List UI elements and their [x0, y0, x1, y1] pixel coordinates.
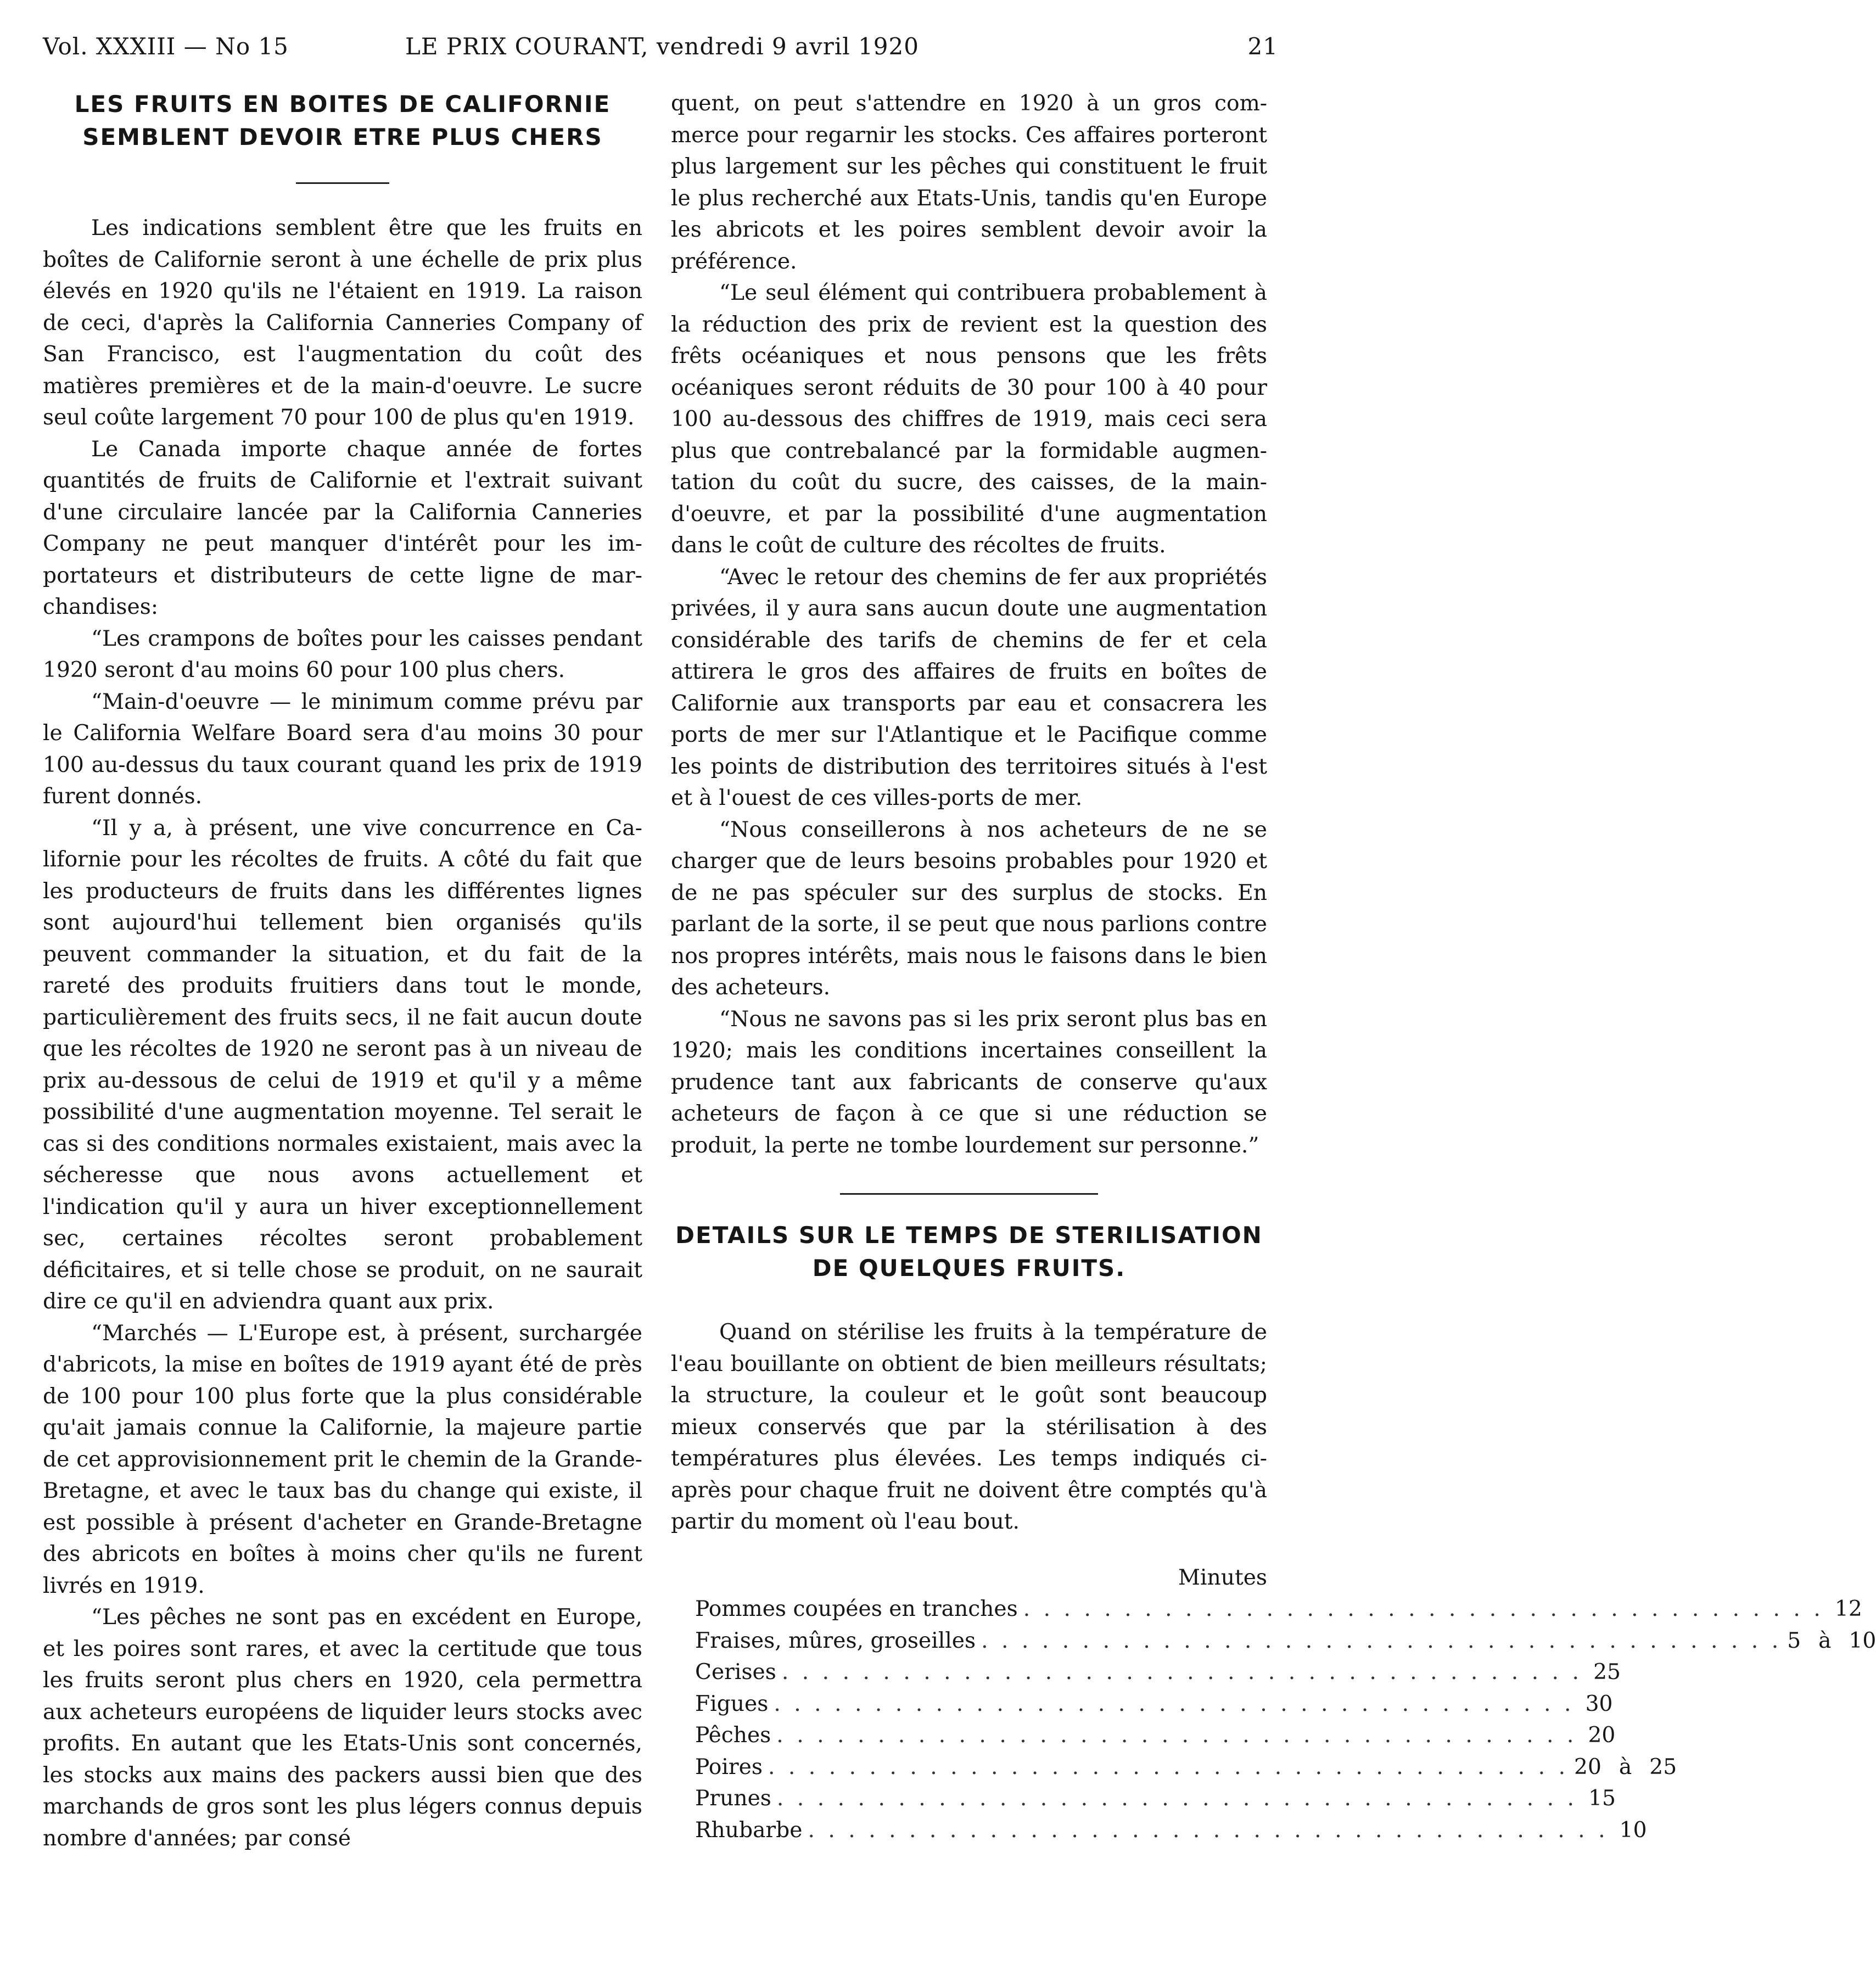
minutes-range — [1787, 1625, 1876, 1657]
page-number: 21 — [1247, 33, 1278, 60]
fruit-name: Rhubarbe — [695, 1817, 803, 1843]
fruit-name: Pommes coupées en tranches — [695, 1597, 1018, 1621]
page-header — [43, 33, 1278, 71]
title-divider — [296, 182, 389, 184]
paragraph: “Main-d'oeuvre — le minimum comme prévu par le California Welfare Board sera d'au moins 30 pour 100 au-dessus du taux courant quand les prix de 1919 furent donnés. — [43, 689, 642, 809]
minutes-to: 25 — [1649, 1754, 1677, 1779]
article2-title-line2: DE QUELQUES FRUITS. — [812, 1255, 1126, 1282]
table-row — [671, 1720, 1616, 1751]
paragraph: “Nous ne savons pas si les prix seront plus bas en 1920; mais les conditions incertaines conseillent la prudence tant aux fabricants de conserve qu'aux acheteurs de façon à ce que si une réduction se produit, la perte ne tombe lourdement sur personne.” — [671, 1006, 1267, 1158]
minutes-to: 10 — [1849, 1628, 1876, 1653]
minutes-from: 5 — [1787, 1628, 1801, 1653]
fruit-name: Fraises, mûres, groseilles — [695, 1628, 976, 1653]
table-row — [671, 1815, 1647, 1846]
minutes-value: 25 — [1593, 1660, 1621, 1685]
paragraph: “Il y a, à présent, une vive concurrence en Californie pour les récoltes de fruits. A côté du fait que les producteurs de fruits dans les différentes lignes sont aujourd'hui tellement bien organisés qu'ils peuvent commander la situation, et du fait de la rareté des produits fruitiers dans tout le monde, particulièrement des fruits secs, il ne fait aucun doute que les récoltes de 1920 ne seront pas à un niveau de prix au-dessous de celui de 1919 et qu'il y a même possibilité d'une augmentation moyenne. Tel serait le cas si des conditions normales existaient, mais avec la sécheresse que nous avons actuellement et l'indication qu'il y aura un hiver exceptionnellement sec, certaines récoltes seront probablement déficitaires, et si telle chose se produit, on ne saurait dire ce qu'il en adviendra quant aux prix. — [43, 815, 642, 1314]
paragraph-continued: quent, on peut s'attendre en 1920 à un gros commerce pour regarnir les stocks. Ces affaires porteront plus largement sur les pêches qui constituent le fruit le plus recherché aux Etats-Unis, tandis qu'en Europe les abricots et les poires semblent devoir avoir la préférence. — [671, 91, 1267, 274]
article2-intro: Quand on stérilise les fruits à la température de l'eau bouillante on obtient de bien meilleurs résultats; la structure, la couleur et le goût sont beaucoup mieux conservés que par la stérilisation à des températures plus élevées. Les temps indiqués ci-après pour chaque fruit ne doivent être comptés qu'à partir du moment où l'eau bout. — [671, 1320, 1267, 1534]
paragraph: “Nous conseillerons à nos acheteurs de ne se charger que de leurs besoins probables pour 1920 et de ne pas spéculer sur des surplus de stocks. En parlant de la sorte, il se peut que nous parlions contre nos propres intérêts, mais nous le faisons dans le bien des acheteurs. — [671, 817, 1267, 1000]
table-row — [671, 1688, 1613, 1720]
publication-title: LE PRIX COURANT, vendredi 9 avril 1920 — [405, 33, 919, 60]
article1-title-line2: SEMBLENT DEVOIR ETRE PLUS CHERS — [82, 124, 603, 150]
table-row — [671, 1593, 1862, 1625]
minutes-range — [1574, 1751, 1677, 1783]
fruit-name: Pêches — [695, 1723, 771, 1748]
fruit-name: Figues — [695, 1691, 769, 1716]
sterilization-table — [671, 1562, 1876, 1846]
section-divider — [840, 1193, 1098, 1195]
paragraph: “Les crampons de boîtes pour les caisses pendant 1920 seront d'au moins 60 pour 100 plus chers. — [43, 626, 642, 682]
table-header: Minutes — [1178, 1565, 1267, 1590]
table-row — [671, 1625, 1876, 1657]
leader-dots: . . . . . . . . . . . . . . . . . . . . . . . . . . . . . . . . . . . . . . . . — [776, 1723, 1577, 1748]
paragraph: “Marchés — L'Europe est, à présent, surchargée d'abricots, la mise en boîtes de 1919 ayant été de près de 100 pour 100 plus forte que la plus considérable qu'ait jamais connue la Californie, la majeure partie de cet approvisionnement prit le chemin de la Grande-Bretagne, et avec le taux bas du change qui existe, il est possible à présent d'acheter en Grande-Bretagne des abricots en boîtes à moins cher qu'ils ne furent livrés en 1919. — [43, 1320, 642, 1598]
minutes-value: 12 — [1834, 1597, 1862, 1621]
paragraph: “Les pêches ne sont pas en excédent en Europe, et les poires sont rares, et avec la certitude que tous les fruits seront plus chers en 1920, cela permettra aux acheteurs européens de liquider leurs stocks avec profits. En autant que les Etats-Unis sont concernés, les stocks aux mains des packers aussi bien que des marchands de gros sont les plus légers connus depuis nombre d'années; par consé — [43, 1605, 642, 1851]
leader-dots: . . . . . . . . . . . . . . . . . . . . . . . . . . . . . . . . . . . . . . . . — [776, 1786, 1577, 1811]
minutes-from: 20 — [1574, 1754, 1601, 1779]
minutes-value: 10 — [1619, 1817, 1647, 1843]
fruit-name: Poires — [695, 1754, 763, 1779]
fruit-name: Cerises — [695, 1660, 776, 1685]
paragraph: “Avec le retour des chemins de fer aux propriétés privées, il y aura sans aucun doute une augmentation considérable des tarifs de chemins de fer et cela attirera le gros des affaires de fruits en boîtes de Californie aux transports par eau et consacrera les ports de mer sur l'Atlantique et le Pacifique comme les points de distribution des territoires situés à l'est et à l'ouest de ces villes-ports de mer. — [671, 564, 1267, 810]
table-row — [671, 1751, 1677, 1783]
table-row — [671, 1783, 1616, 1815]
fruit-name: Prunes — [695, 1786, 771, 1811]
volume-number: Vol. XXXIII — No 15 — [43, 33, 289, 60]
table-row — [671, 1657, 1621, 1688]
leader-dots: . . . . . . . . . . . . . . . . . . . . . . . . . . . . . . . . . . . . . . . . — [768, 1754, 1569, 1779]
paragraph: Le Canada importe chaque année de fortes quantités de fruits de Californie et l'extrait suivant d'une circulaire lancée par la California Canneries Company ne peut manquer d'intérêt pour les importateurs et distributeurs de cette ligne de marchandises: — [43, 437, 642, 619]
article1-title-line1: LES FRUITS EN BOITES DE CALIFORNIE — [74, 91, 611, 117]
minutes-value: 20 — [1588, 1723, 1616, 1748]
left-column — [43, 88, 642, 1854]
leader-dots: . . . . . . . . . . . . . . . . . . . . . . . . . . . . . . . . . . . . . . . . — [981, 1628, 1782, 1653]
right-column — [671, 88, 1876, 1846]
minutes-value: 30 — [1585, 1691, 1613, 1716]
leader-dots: . . . . . . . . . . . . . . . . . . . . . . . . . . . . . . . . . . . . . . . . — [1023, 1597, 1824, 1621]
paragraph: Les indications semblent être que les fruits en boîtes de Californie seront à une échelle de prix plus élevés en 1920 qu'ils ne l'étaient en 1919. La raison de ceci, d'après la California Canneries Company of San Francisco, est l'augmentation du coût des matières premières et de la main-d'oeuvre. Le sucre seul coûte largement 70 pour 100 de plus qu'en 1919. — [43, 216, 642, 430]
article2-title-line1: DETAILS SUR LE TEMPS DE STERILISATION — [675, 1222, 1263, 1249]
range-separator: à — [1818, 1628, 1832, 1653]
range-separator: à — [1619, 1754, 1632, 1779]
leader-dots: . . . . . . . . . . . . . . . . . . . . . . . . . . . . . . . . . . . . . . . . — [781, 1660, 1582, 1685]
paragraph: “Le seul élément qui contribuera probablement à la réduction des prix de revient est la question des frêts océaniques et nous pensons que les frêts océaniques seront réduits de 30 pour 100 à 40 pour 100 au-dessous des chiffres de 1919, mais ceci sera plus que contrebalancé par la formidable augmentation du coût du sucre, des caisses, de la main-d'oeuvre, et par la possibilité d'une augmentation dans le coût de culture des récoltes de fruits. — [671, 281, 1267, 558]
leader-dots: . . . . . . . . . . . . . . . . . . . . . . . . . . . . . . . . . . . . . . . . — [774, 1691, 1575, 1716]
minutes-value: 15 — [1588, 1786, 1616, 1811]
leader-dots: . . . . . . . . . . . . . . . . . . . . . . . . . . . . . . . . . . . . . . . . — [808, 1817, 1609, 1843]
